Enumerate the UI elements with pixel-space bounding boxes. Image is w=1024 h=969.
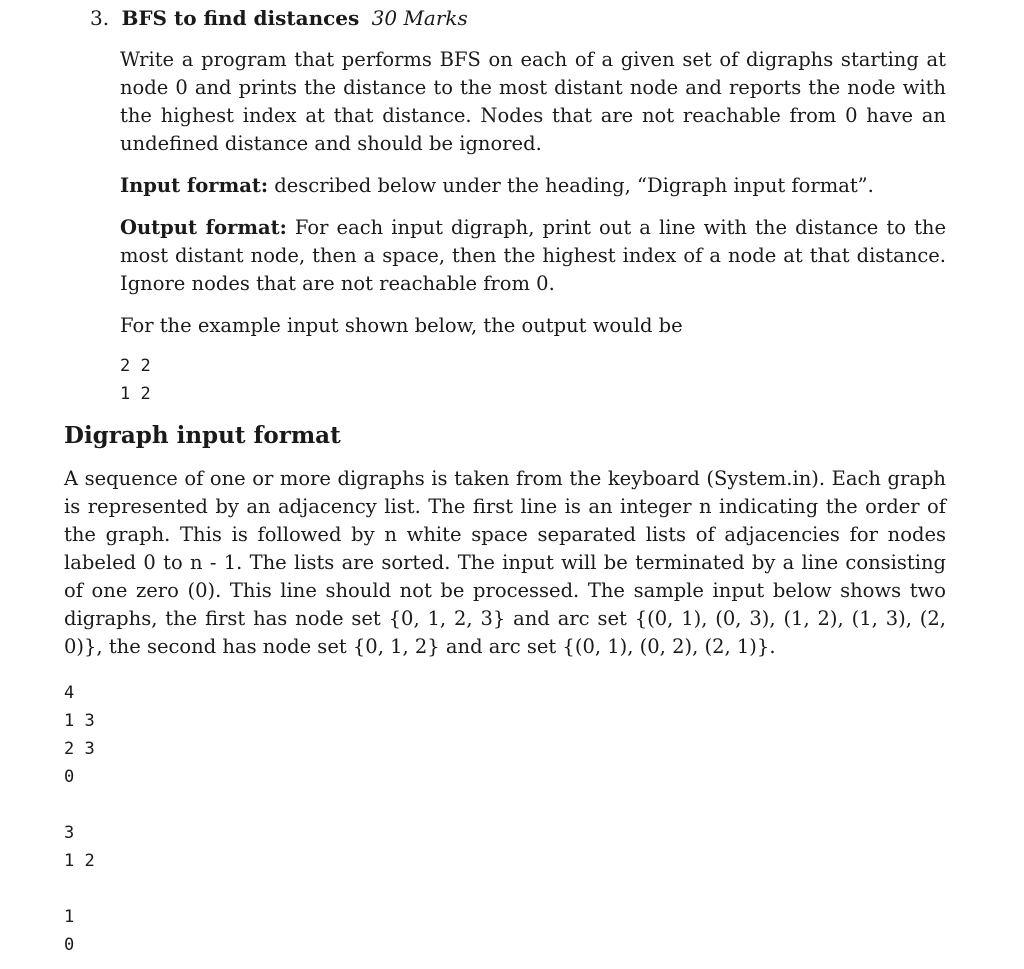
output-format-paragraph xyxy=(120,214,946,298)
section-body: A sequence of one or more digraphs is taken from the keyboard (System.in). Each graph is represented by an adjacency list. The first line is an integer n indicating the order of the graph. This is followed by n white space separated lists of adjacencies for nodes labeled 0 to n - 1. The lists are sorted. The input will be terminated by a line consisting of one zero (0). This line should not be processed. The sample input below shows two digraphs, the first has node set {0, 1, 2, 3} and arc set {(0, 1), (0, 3), (1, 2), (1, 3), (2, 0)}, the second has node set {0, 1, 2} and arc set {(0, 1), (0, 2), (2, 1)}. xyxy=(64,467,946,658)
problem-3 xyxy=(90,4,946,408)
input-format-label: Input format: xyxy=(120,174,269,197)
sample-input: 4 1 3 2 3 0 3 1 2 1 0 xyxy=(64,683,95,955)
problem-description: Write a program that performs BFS on each of a given set of digraphs starting at node 0 and prints the distance to the most distant node and reports the node with the highest index at that distance. Nodes that are not reachable from 0 have an undefined distance and should be ignored. xyxy=(120,48,946,155)
problem-marks: 30 Marks xyxy=(371,6,468,30)
digraph-input-format-section xyxy=(64,421,946,959)
problem-heading xyxy=(90,4,946,32)
example-output: 2 2 1 2 xyxy=(120,356,151,404)
input-format-paragraph xyxy=(120,172,946,200)
output-format-text: For each input digraph, print out a line with the distance to the most distant node, then a space, then the highest index of a node at that distance. Ignore nodes that are not reachable from 0. xyxy=(120,216,947,295)
input-format-text: described below under the heading, “Digraph input format”. xyxy=(268,174,874,197)
problem-number: 3. xyxy=(90,6,110,30)
example-intro: For the example input shown below, the output would be xyxy=(120,314,683,337)
output-format-label: Output format: xyxy=(120,216,287,239)
problem-title: BFS to find distances xyxy=(121,6,360,30)
section-heading: Digraph input format xyxy=(64,422,341,449)
problem-body xyxy=(120,46,946,408)
